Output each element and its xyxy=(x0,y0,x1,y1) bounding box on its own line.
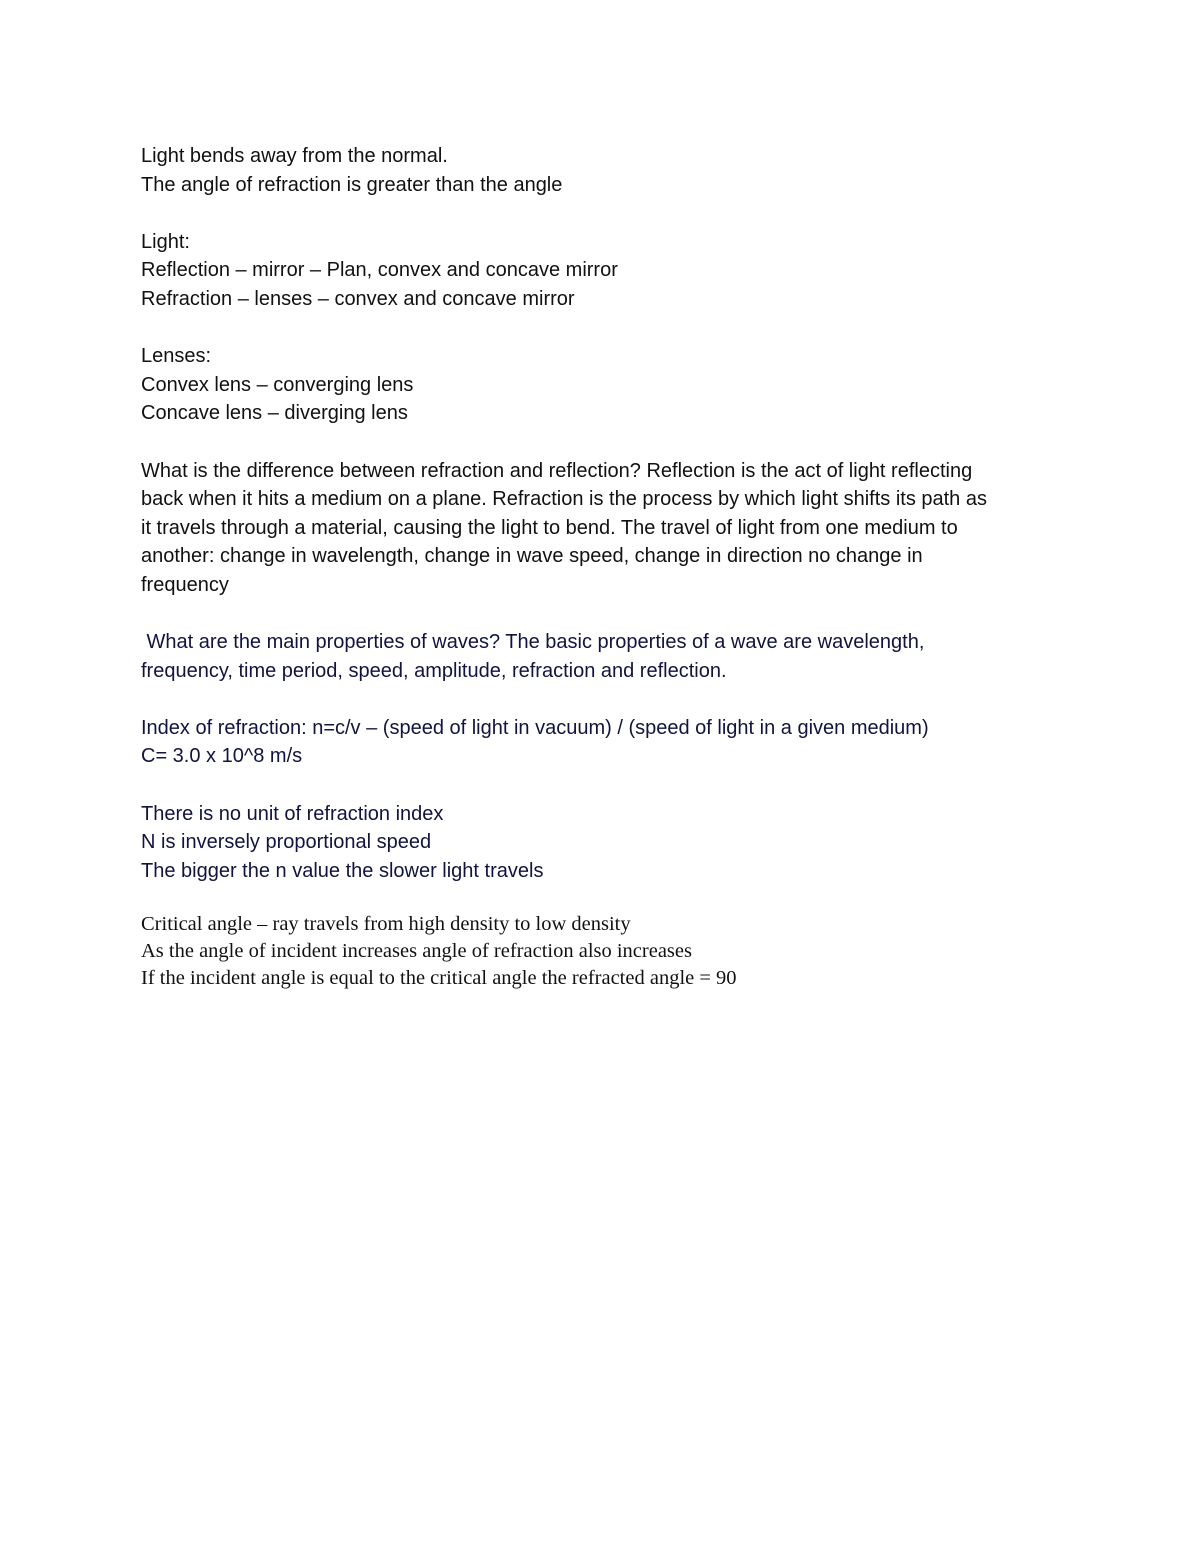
critical-line: Critical angle – ray travels from high density to low density xyxy=(141,913,631,936)
unit-line: There is no unit of refraction index xyxy=(141,802,444,825)
index-section xyxy=(141,714,1061,771)
intro-line: The angle of refraction is greater than the angle xyxy=(141,173,563,196)
spacer xyxy=(141,685,1061,714)
paragraph-line: What are the main properties of waves? The basic properties of a wave are wavelength, xyxy=(141,631,925,654)
paragraph-line: frequency, time period, speed, amplitude, refraction and reflection. xyxy=(141,659,727,682)
difference-paragraph xyxy=(141,457,1061,600)
spacer xyxy=(141,771,1061,800)
unit-section xyxy=(141,800,1061,886)
intro-block xyxy=(141,142,1061,199)
light-heading: Light: xyxy=(141,230,190,253)
intro-line: Light bends away from the normal. xyxy=(141,145,448,167)
spacer xyxy=(141,314,1061,343)
light-section xyxy=(141,228,1061,314)
critical-line: If the incident angle is equal to the critical angle the refracted angle = 90 xyxy=(141,967,737,990)
speed-of-light-line: C= 3.0 x 10^8 m/s xyxy=(141,745,303,768)
refraction-line: Refraction – lenses – convex and concave mirror xyxy=(141,287,575,310)
critical-line: As the angle of incident increases angle of refraction also increases xyxy=(141,940,692,963)
reflection-line: Reflection – mirror – Plan, convex and concave mirror xyxy=(141,259,618,282)
convex-lens-line: Convex lens – converging lens xyxy=(141,373,414,396)
lenses-heading: Lenses: xyxy=(141,345,212,368)
unit-line: The bigger the n value the slower light travels xyxy=(141,859,544,882)
index-formula-line: Index of refraction: n=c/v – (speed of light in vacuum) / (speed of light in a given medium) xyxy=(141,716,929,739)
spacer xyxy=(141,199,1061,228)
spacer xyxy=(141,428,1061,457)
concave-lens-line: Concave lens – diverging lens xyxy=(141,402,408,425)
lenses-section xyxy=(141,342,1061,428)
paragraph-line: it travels through a material, causing the light to bend. The travel of light from one medium to xyxy=(141,516,958,539)
properties-paragraph xyxy=(141,628,1061,685)
paragraph-line: frequency xyxy=(141,573,229,596)
unit-line: N is inversely proportional speed xyxy=(141,831,432,854)
critical-angle-section xyxy=(141,911,1061,992)
paragraph-line: back when it hits a medium on a plane. Refraction is the process by which light shifts its path as xyxy=(141,488,987,511)
paragraph-line: What is the difference between refraction and reflection? Reflection is the act of light reflecting xyxy=(141,459,973,482)
spacer xyxy=(141,600,1061,629)
document-body xyxy=(141,142,1061,992)
paragraph-line: another: change in wavelength, change in wave speed, change in direction no change in xyxy=(141,545,923,568)
spacer xyxy=(141,885,1061,911)
